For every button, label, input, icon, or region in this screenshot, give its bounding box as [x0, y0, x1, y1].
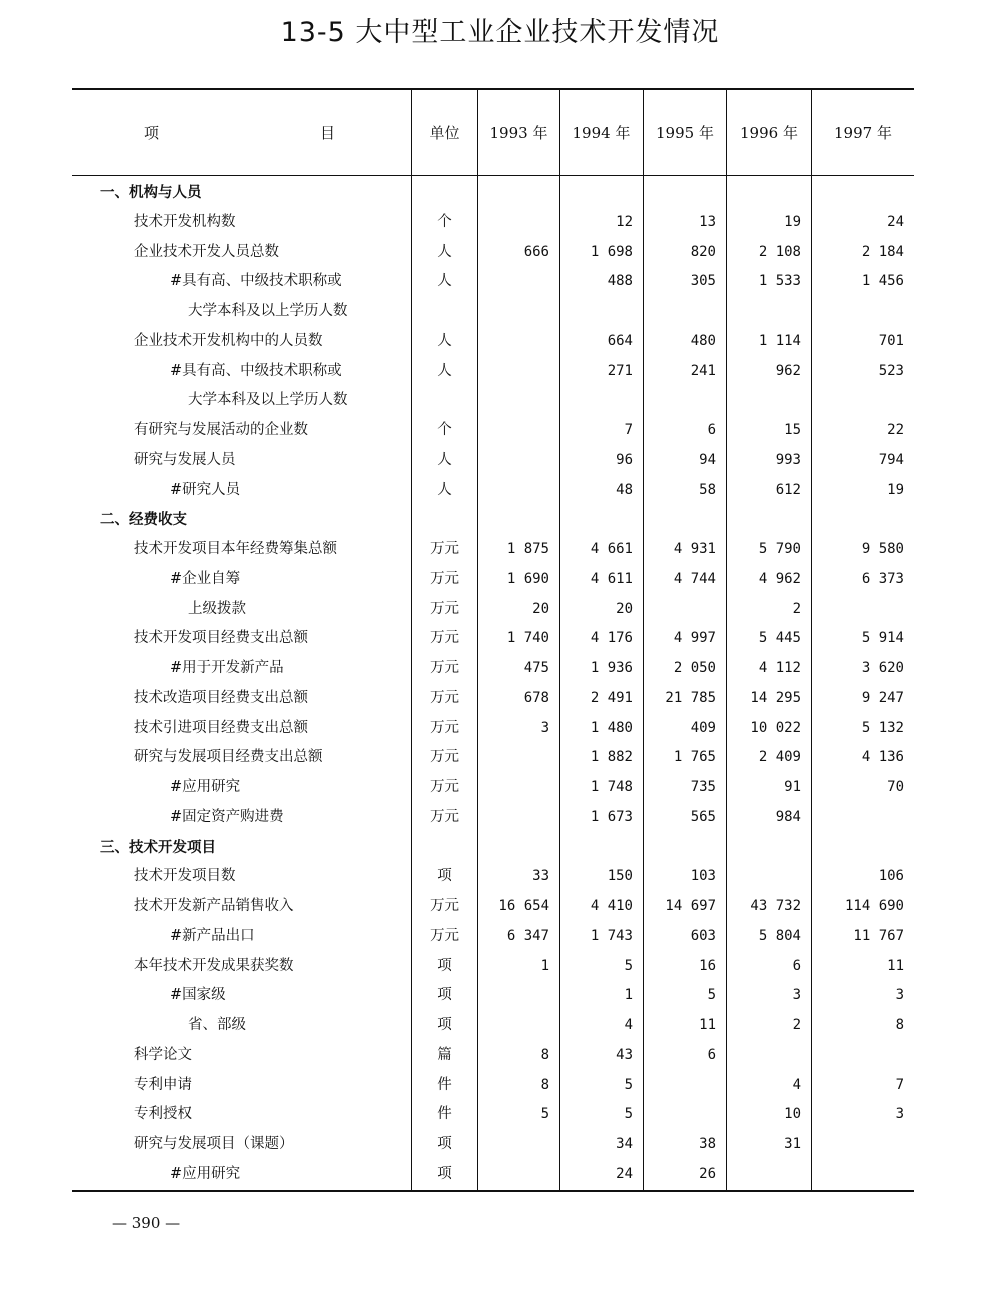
row-label: #研究人员	[170, 481, 241, 498]
row-value	[812, 803, 914, 833]
row-value: 9 247	[861, 689, 904, 706]
row-label: 大学本科及以上学历人数	[188, 303, 348, 319]
row-value	[812, 595, 914, 625]
column-1993	[477, 176, 559, 1190]
row-value	[560, 178, 643, 208]
row-label: 大学本科及以上学历人数	[188, 392, 348, 409]
row-value	[644, 505, 726, 535]
row-value: 4 112	[758, 660, 801, 676]
row-unit: 人	[437, 243, 452, 260]
row-value: 150	[607, 868, 633, 885]
row-value: 735	[690, 779, 716, 795]
row-value: 962	[775, 362, 801, 379]
row-value	[478, 981, 559, 1011]
row-label: #具有高、中级技术职称或	[170, 273, 342, 290]
row-value: 48	[616, 481, 633, 498]
row-value: 5	[707, 987, 716, 1004]
row-value	[478, 386, 559, 416]
row-value: 5	[624, 957, 633, 974]
row-value: 6 373	[861, 570, 904, 587]
row-value	[727, 297, 811, 327]
row-value: 19	[887, 481, 904, 498]
row-value: 4 410	[590, 898, 633, 914]
row-value: 8	[540, 1046, 549, 1063]
row-value: 3	[895, 987, 904, 1004]
table-body	[72, 176, 914, 1190]
page-number: — 390 —	[112, 1214, 181, 1232]
row-value: 4 997	[673, 630, 716, 647]
row-unit: 万元	[430, 779, 459, 795]
row-value: 488	[607, 273, 633, 290]
row-value: 33	[532, 868, 549, 885]
row-label: #应用研究	[170, 779, 241, 795]
row-value	[478, 357, 559, 387]
row-value: 114 690	[844, 898, 904, 914]
row-label: #新产品出口	[170, 927, 255, 944]
row-label: 专利授权	[134, 1106, 192, 1123]
row-label: #应用研究	[170, 1165, 241, 1182]
row-value	[478, 267, 559, 297]
row-value: 1 456	[861, 273, 904, 290]
row-value: 19	[784, 213, 801, 230]
row-unit: 万元	[430, 927, 459, 944]
row-label: 企业技术开发机构中的人员数	[134, 332, 323, 349]
row-value	[478, 743, 559, 773]
row-value	[812, 178, 914, 208]
row-label: 专利申请	[134, 1076, 192, 1093]
row-value	[478, 446, 559, 476]
row-value: 241	[690, 362, 716, 379]
column-unit	[411, 176, 477, 1190]
row-label: 一、机构与人员	[100, 184, 202, 201]
row-value: 6	[707, 1046, 716, 1063]
row-value	[478, 476, 559, 506]
row-value: 10 022	[750, 719, 801, 736]
row-value: 20	[616, 600, 633, 617]
row-label: #固定资产购进费	[170, 808, 284, 825]
row-value: 3	[895, 1106, 904, 1123]
row-value: 5	[540, 1106, 549, 1123]
row-value: 1 740	[506, 630, 549, 647]
header-unit: 单位	[411, 90, 477, 175]
row-value: 984	[775, 808, 801, 825]
row-unit: 项	[437, 1165, 452, 1182]
row-value: 271	[607, 362, 633, 379]
row-value: 16	[699, 957, 716, 974]
row-value	[478, 833, 559, 863]
row-value	[812, 386, 914, 416]
row-value: 4	[624, 1017, 633, 1033]
row-value: 1	[624, 987, 633, 1004]
row-value: 8	[895, 1017, 904, 1033]
row-label: 企业技术开发人员总数	[134, 243, 279, 260]
row-value: 15	[784, 422, 801, 438]
row-label: 研究与发展项目（课题）	[134, 1136, 294, 1152]
header-item-right: 目	[319, 124, 335, 142]
row-value: 2	[792, 600, 801, 617]
row-value	[727, 386, 811, 416]
row-value: 1 882	[590, 749, 633, 766]
header-year-1993: 1993 年	[477, 90, 559, 175]
row-label: 技术开发项目本年经费筹集总额	[134, 541, 337, 557]
row-value: 5 804	[758, 927, 801, 944]
row-value	[644, 833, 726, 863]
row-value: 2 050	[673, 660, 716, 676]
row-value: 1 533	[758, 273, 801, 290]
row-value	[727, 505, 811, 535]
row-value: 5 914	[861, 630, 904, 647]
row-unit: 人	[437, 332, 452, 349]
row-value: 24	[887, 213, 904, 230]
row-label: 技术开发新产品销售收入	[134, 898, 294, 914]
row-label: #用于开发新产品	[170, 660, 284, 676]
row-value: 20	[532, 600, 549, 617]
row-value	[478, 208, 559, 238]
row-unit	[412, 297, 477, 327]
row-label: 科学论文	[134, 1046, 192, 1063]
row-value: 11 767	[853, 927, 904, 944]
row-unit: 项	[437, 868, 452, 885]
row-value: 6	[792, 957, 801, 974]
row-unit: 万元	[430, 808, 459, 825]
row-value	[644, 386, 726, 416]
row-value	[727, 1160, 811, 1190]
row-value	[560, 833, 643, 863]
row-value: 7	[624, 422, 633, 438]
row-value: 305	[690, 273, 716, 290]
row-label: #企业自筹	[170, 570, 241, 587]
row-value	[727, 1041, 811, 1071]
row-value: 1 765	[673, 749, 716, 766]
row-label: 技术改造项目经费支出总额	[134, 689, 308, 706]
row-label: 研究与发展人员	[134, 451, 236, 468]
row-label: #国家级	[170, 987, 226, 1004]
row-value: 1 698	[590, 243, 633, 260]
row-label: 技术开发项目数	[134, 868, 236, 885]
row-value: 480	[690, 332, 716, 349]
row-value: 1 875	[506, 541, 549, 557]
row-unit: 人	[437, 273, 452, 290]
row-label: 有研究与发展活动的企业数	[134, 422, 308, 438]
row-value: 14 295	[750, 689, 801, 706]
header-item	[72, 90, 411, 175]
row-value: 603	[690, 927, 716, 944]
row-value: 12	[616, 213, 633, 230]
row-value: 993	[775, 451, 801, 468]
row-value: 34	[616, 1136, 633, 1152]
row-value: 1 743	[590, 927, 633, 944]
row-value	[644, 297, 726, 327]
row-value: 1	[540, 957, 549, 974]
row-value: 664	[607, 332, 633, 349]
row-value	[478, 178, 559, 208]
page-title: 13-5 大中型工业企业技术开发情况	[280, 17, 720, 48]
column-1996	[726, 176, 811, 1190]
row-value	[812, 1130, 914, 1160]
row-unit: 万元	[430, 660, 459, 676]
row-value: 1 114	[758, 332, 801, 349]
row-unit: 件	[437, 1106, 452, 1123]
row-value	[560, 386, 643, 416]
row-value: 96	[616, 451, 633, 468]
row-label: 省、部级	[188, 1017, 246, 1033]
row-unit: 万元	[430, 719, 459, 736]
row-unit: 万元	[430, 689, 459, 706]
row-value: 9 580	[861, 541, 904, 557]
row-value: 666	[523, 243, 549, 260]
row-unit: 万元	[430, 898, 459, 914]
row-value	[478, 773, 559, 803]
row-value	[560, 297, 643, 327]
row-value: 5	[624, 1076, 633, 1093]
row-value	[727, 862, 811, 892]
row-unit: 项	[437, 1017, 452, 1033]
row-value: 2 108	[758, 243, 801, 260]
row-unit: 项	[437, 957, 452, 974]
row-value: 10	[784, 1106, 801, 1123]
row-value	[478, 297, 559, 327]
row-unit: 个	[437, 213, 452, 230]
column-item	[72, 176, 411, 1190]
row-value: 475	[523, 660, 549, 676]
row-value: 11	[699, 1017, 716, 1033]
row-value	[644, 595, 726, 625]
row-unit: 项	[437, 987, 452, 1004]
data-table	[72, 88, 914, 1192]
row-value	[644, 178, 726, 208]
row-value: 1 690	[506, 570, 549, 587]
row-value: 22	[887, 422, 904, 438]
row-value: 2 184	[861, 243, 904, 260]
row-label: #具有高、中级技术职称或	[170, 362, 342, 379]
row-value: 2 409	[758, 749, 801, 766]
row-label: 技术开发机构数	[134, 213, 236, 230]
row-unit: 件	[437, 1076, 452, 1093]
row-value: 1 748	[590, 779, 633, 795]
row-value: 70	[887, 779, 904, 795]
row-unit: 万元	[430, 541, 459, 557]
row-value: 820	[690, 243, 716, 260]
row-value: 3	[792, 987, 801, 1004]
row-unit: 万元	[430, 630, 459, 647]
row-value	[812, 297, 914, 327]
column-1997	[811, 176, 914, 1190]
row-value: 103	[690, 868, 716, 885]
row-value: 4 962	[758, 570, 801, 587]
row-unit	[412, 833, 477, 863]
row-unit	[412, 386, 477, 416]
column-1995	[643, 176, 726, 1190]
row-value: 4 136	[861, 749, 904, 766]
row-unit: 人	[437, 481, 452, 498]
row-value	[478, 416, 559, 446]
row-value: 91	[784, 779, 801, 795]
row-label: 技术引进项目经费支出总额	[134, 719, 308, 736]
row-value: 43	[616, 1046, 633, 1063]
row-value	[644, 1071, 726, 1101]
row-value	[478, 1130, 559, 1160]
header-year-1995: 1995 年	[643, 90, 726, 175]
row-value: 43 732	[750, 898, 801, 914]
row-value: 31	[784, 1136, 801, 1152]
row-label: 技术开发项目经费支出总额	[134, 630, 308, 647]
row-value: 24	[616, 1165, 633, 1182]
row-value: 5 132	[861, 719, 904, 736]
table-header	[72, 90, 914, 176]
row-unit: 万元	[430, 600, 459, 617]
row-value	[812, 505, 914, 535]
row-value	[478, 803, 559, 833]
row-value: 106	[878, 868, 904, 885]
row-value	[478, 1011, 559, 1041]
row-unit: 项	[437, 1136, 452, 1152]
column-1994	[559, 176, 643, 1190]
row-value	[727, 178, 811, 208]
row-value: 5	[624, 1106, 633, 1123]
row-value: 21 785	[665, 689, 716, 706]
row-value: 1 480	[590, 719, 633, 736]
row-label: 本年技术开发成果获奖数	[134, 957, 294, 974]
row-label: 三、技术开发项目	[100, 838, 216, 856]
header-year-1997: 1997 年	[811, 90, 914, 175]
row-value	[812, 833, 914, 863]
row-value: 612	[775, 481, 801, 498]
row-value: 523	[878, 362, 904, 379]
row-unit: 个	[437, 422, 452, 438]
row-unit: 人	[437, 451, 452, 468]
row-value: 3	[540, 719, 549, 736]
row-label: 二、经费收支	[100, 511, 187, 529]
row-value: 4	[792, 1076, 801, 1093]
row-value	[478, 505, 559, 535]
row-value: 1 936	[590, 660, 633, 676]
row-value	[478, 1160, 559, 1190]
row-unit	[412, 178, 477, 208]
row-value: 7	[895, 1076, 904, 1093]
row-value	[644, 1100, 726, 1130]
row-value: 4 931	[673, 541, 716, 557]
row-value: 409	[690, 719, 716, 736]
header-year-1994: 1994 年	[559, 90, 643, 175]
row-value: 13	[699, 213, 716, 230]
header-item-left: 项	[144, 124, 160, 142]
row-value: 794	[878, 451, 904, 468]
row-unit: 篇	[437, 1046, 452, 1063]
row-value: 4 611	[590, 570, 633, 587]
row-label: 研究与发展项目经费支出总额	[134, 749, 323, 766]
row-value: 678	[523, 689, 549, 706]
row-value	[812, 1160, 914, 1190]
row-value: 5 445	[758, 630, 801, 647]
row-value: 6	[707, 422, 716, 438]
row-value: 26	[699, 1165, 716, 1182]
row-value: 3 620	[861, 660, 904, 676]
row-unit: 人	[437, 362, 452, 379]
row-unit: 万元	[430, 749, 459, 766]
row-value: 4 744	[673, 570, 716, 587]
row-value: 94	[699, 451, 716, 468]
row-value: 1 673	[590, 808, 633, 825]
row-value: 11	[887, 957, 904, 974]
row-label: 上级拨款	[188, 600, 246, 617]
row-value: 5 790	[758, 541, 801, 557]
row-value: 58	[699, 481, 716, 498]
row-value: 8	[540, 1076, 549, 1093]
row-value: 38	[699, 1136, 716, 1152]
row-value	[812, 1041, 914, 1071]
row-value: 565	[690, 808, 716, 825]
row-value: 701	[878, 332, 904, 349]
row-value: 14 697	[665, 898, 716, 914]
row-value	[727, 833, 811, 863]
row-value: 2	[792, 1017, 801, 1033]
row-value: 2 491	[590, 689, 633, 706]
row-value	[560, 505, 643, 535]
row-value: 6 347	[506, 927, 549, 944]
row-value: 16 654	[498, 898, 549, 914]
row-value	[478, 327, 559, 357]
header-year-1996: 1996 年	[726, 90, 811, 175]
row-unit: 万元	[430, 570, 459, 587]
row-value: 4 661	[590, 541, 633, 557]
row-value: 4 176	[590, 630, 633, 647]
row-unit	[412, 505, 477, 535]
